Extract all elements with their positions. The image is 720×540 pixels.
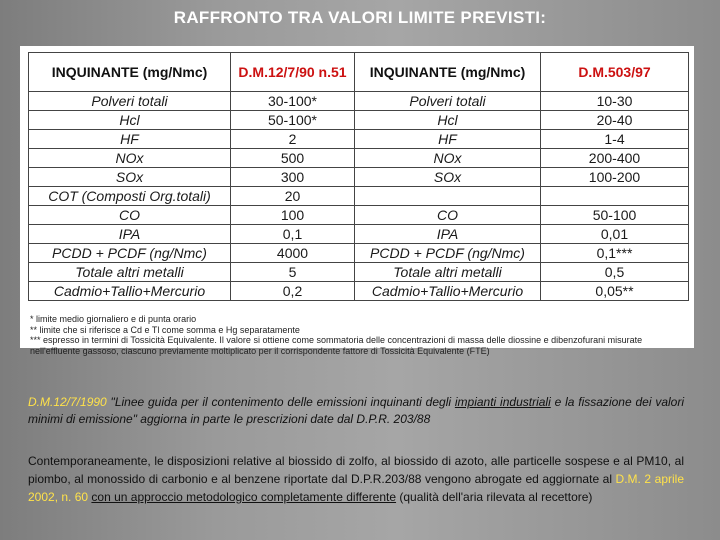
table-cell: Cadmio+Tallio+Mercurio xyxy=(29,282,231,301)
table-cell: 300 xyxy=(231,168,355,187)
impianti-industriali-link[interactable]: impianti industriali xyxy=(454,395,551,409)
table-cell: 5 xyxy=(231,263,355,282)
table-row xyxy=(29,263,689,282)
table-cell: Hcl xyxy=(355,111,541,130)
table-cell: 100 xyxy=(231,206,355,225)
header-inquinante-1: INQUINANTE (mg/Nmc) xyxy=(29,53,231,92)
header-inquinante-2: INQUINANTE (mg/Nmc) xyxy=(355,53,541,92)
table-cell: 0,2 xyxy=(231,282,355,301)
table-row xyxy=(29,168,689,187)
table-cell: Hcl xyxy=(29,111,231,130)
table-cell: IPA xyxy=(355,225,541,244)
para1-text-b: e la fissazione dei valori minimi di emissione" aggiorna in parte le prescrizioni date dal D.P.R. 203/88 xyxy=(28,395,684,426)
table-cell: IPA xyxy=(29,225,231,244)
table-cell: Polveri totali xyxy=(355,92,541,111)
table-cell: PCDD + PCDF (ng/Nmc) xyxy=(355,244,541,263)
table-cell xyxy=(541,187,689,206)
table-cell: 20 xyxy=(231,187,355,206)
table-row xyxy=(29,92,689,111)
table-row xyxy=(29,149,689,168)
table-cell: HF xyxy=(29,130,231,149)
table-cell: NOx xyxy=(355,149,541,168)
table-row xyxy=(29,282,689,301)
table-cell: 10-30 xyxy=(541,92,689,111)
table-cell: 0,1*** xyxy=(541,244,689,263)
table-cell: 500 xyxy=(231,149,355,168)
dm-1990-reference: D.M.12/7/1990 xyxy=(28,395,107,409)
table-cell: Totale altri metalli xyxy=(29,263,231,282)
para2-text-a: Contemporaneamente, le disposizioni relative al biossido di zolfo, al biossido di azoto, alle particelle sospese e al PM10, al piombo, al monossido di carbonio e al benzene riportate dal D.P.R.203/88 vengono abrogate ed aggiornate al xyxy=(28,454,684,486)
table-cell: 0,01 xyxy=(541,225,689,244)
table-row xyxy=(29,187,689,206)
footnote-2: ** limite che si riferisce a Cd e Tl come somma e Hg separatamente xyxy=(30,324,300,335)
footnote-1: * limite medio giornaliero e di punta orario xyxy=(30,314,197,324)
paragraph-contemporaneamente xyxy=(28,452,684,506)
table-header-row xyxy=(29,53,689,92)
table-cell: 50-100 xyxy=(541,206,689,225)
approccio-metodologico-link[interactable]: con un approccio metodologico completamente differente xyxy=(91,490,397,504)
table-cell: 50-100* xyxy=(231,111,355,130)
paragraph-dm-1990 xyxy=(28,394,684,428)
para2-text-c: (qualità dell'aria rilevata al recettore) xyxy=(396,490,593,504)
table-cell: 0,5 xyxy=(541,263,689,282)
table-row xyxy=(29,111,689,130)
table-cell: 0,1 xyxy=(231,225,355,244)
table-row xyxy=(29,225,689,244)
para1-text-a: "Linee guida per il contenimento delle emissioni inquinanti degli xyxy=(106,395,455,409)
table-cell: SOx xyxy=(355,168,541,187)
slide-title: RAFFRONTO TRA VALORI LIMITE PREVISTI: xyxy=(173,8,547,27)
header-dm-1990: D.M.12/7/90 n.51 xyxy=(231,53,355,92)
dm-2002-reference: D.M. 2 aprile 2002, n. 60 xyxy=(28,472,684,504)
table-cell: 30-100* xyxy=(231,92,355,111)
table-cell: 200-400 xyxy=(541,149,689,168)
table-cell xyxy=(355,187,541,206)
table-cell: CO xyxy=(29,206,231,225)
header-dm-1997: D.M.503/97 xyxy=(541,53,689,92)
footnote-3: *** espresso in termini di Tossicità Equivalente. Il valore si ottiene come sommatoria delle concentrazioni di massa delle diossine e dibenzofurani misurate nell'effluente gassoso, ciascuno previamente moltiplicato per il corrispondente fattore di Tossicità Equivalente (FTE) xyxy=(30,335,643,356)
footnotes xyxy=(30,314,690,356)
table-cell: 0,05** xyxy=(541,282,689,301)
table-cell: PCDD + PCDF (ng/Nmc) xyxy=(29,244,231,263)
table-row xyxy=(29,130,689,149)
table-cell: 4000 xyxy=(231,244,355,263)
table-cell: Cadmio+Tallio+Mercurio xyxy=(355,282,541,301)
table-cell: 2 xyxy=(231,130,355,149)
table-cell: Polveri totali xyxy=(29,92,231,111)
table-cell: 1-4 xyxy=(541,130,689,149)
table-cell: 100-200 xyxy=(541,168,689,187)
table-cell: NOx xyxy=(29,149,231,168)
table-cell: CO xyxy=(355,206,541,225)
limits-table xyxy=(28,52,689,301)
table-cell: SOx xyxy=(29,168,231,187)
table-cell: HF xyxy=(355,130,541,149)
table-cell: Totale altri metalli xyxy=(355,263,541,282)
table-cell: COT (Composti Org.totali) xyxy=(29,187,231,206)
table-row xyxy=(29,206,689,225)
table-cell: 20-40 xyxy=(541,111,689,130)
table-row xyxy=(29,244,689,263)
